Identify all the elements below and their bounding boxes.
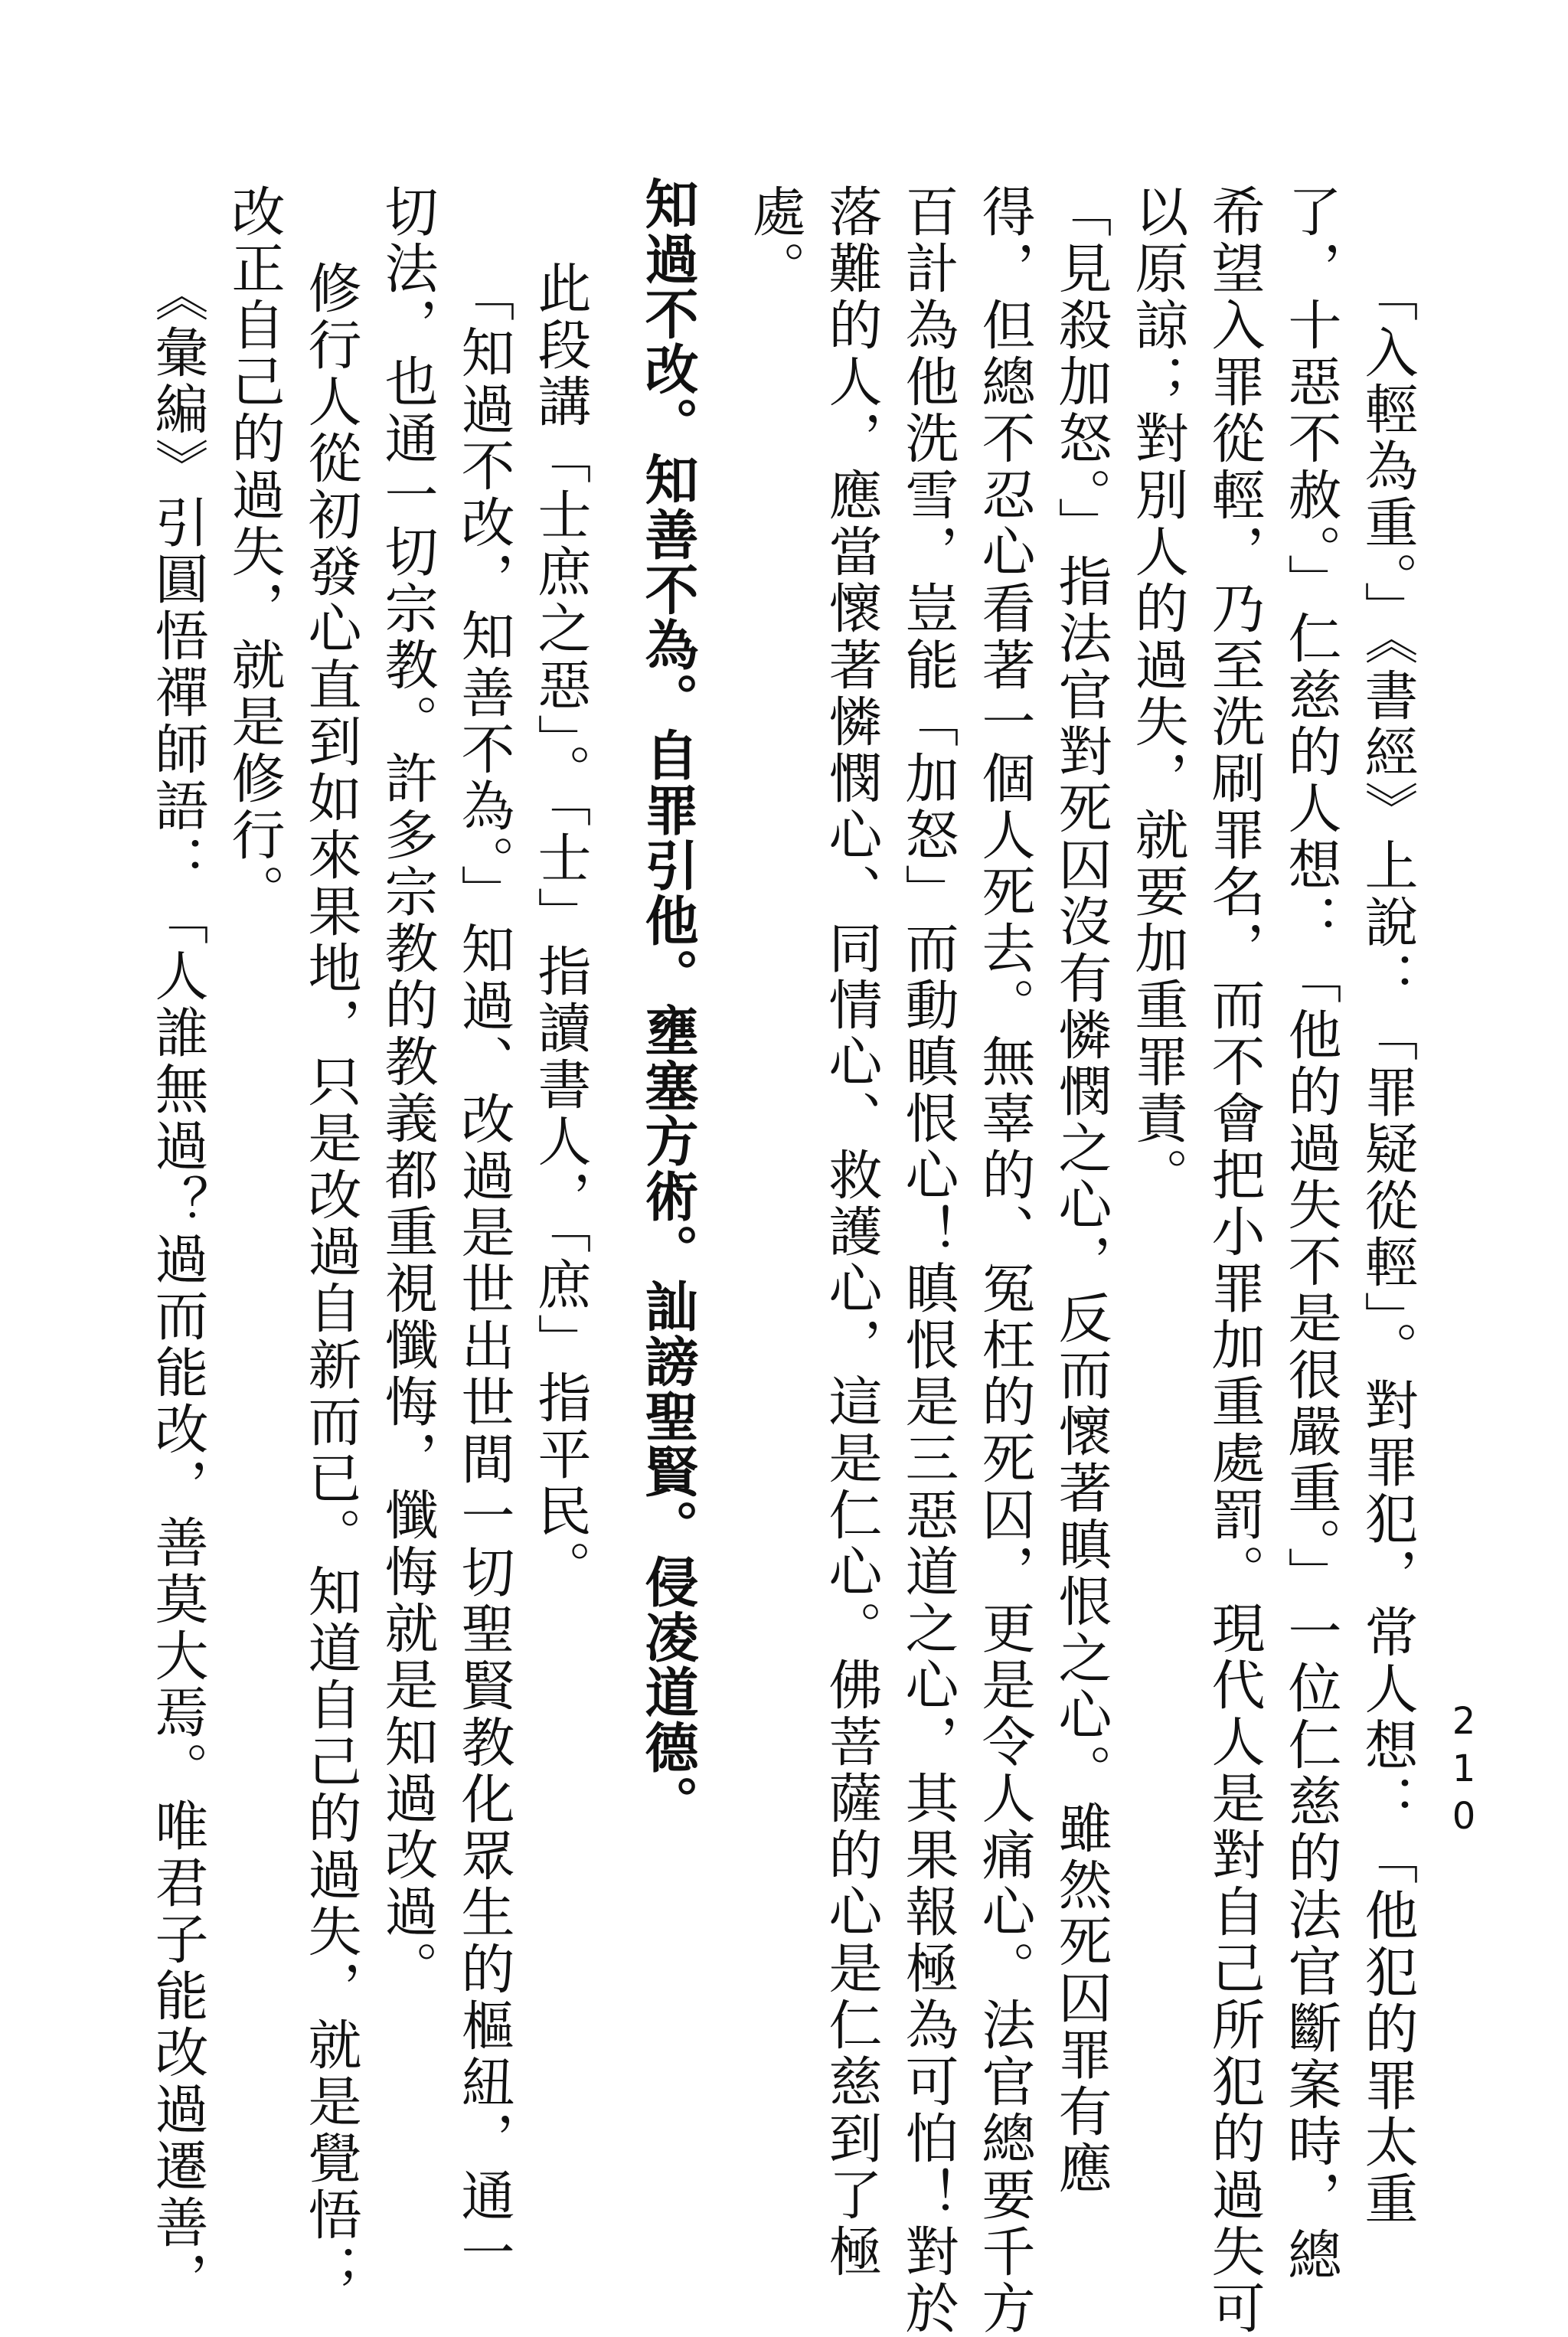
text-column-8: 落難的人，應當懷著憐憫心、同情心、救護心，這是仁心。佛菩薩的心是仁慈到了極	[820, 184, 883, 2280]
text-column-1: 「入輕為重。」《書經》上說：「罪疑從輕」。對罪犯，常人想：「他犯的罪太重	[1356, 268, 1419, 2228]
text-column-11: 「知過不改，知善不為。」知過、改過是世出世間一切聖賢教化眾生的樞紐，通一	[452, 268, 515, 2281]
text-column-7: 百計為他洗雪，豈能「加怒」而動瞋恨心！瞋恨是三惡道之心，其果報極為可怕！對於	[897, 184, 959, 2337]
text-column-14: 改正自己的過失，就是修行。	[223, 184, 286, 920]
text-column-4: 以原諒；對別人的過失，就要加重罪責。	[1126, 184, 1189, 1204]
text-column-3: 希望入罪從輕，乃至洗刷罪名，而不會把小罪加重處罰。現代人是對自己所犯的過失可	[1203, 184, 1266, 2337]
text-column-2: 了，十惡不赦。」仁慈的人想：「他的過失不是很嚴重。」一位仁慈的法官斷案時，總	[1279, 184, 1342, 2283]
text-column-12: 切法，也通一切宗教。許多宗教的教義都重視懺悔，懺悔就是知過改過。	[376, 184, 439, 1997]
text-column-15: 《彙編》引圓悟禪師語：「人誰無過？過而能改，善莫大焉。唯君子能改過遷善，	[146, 268, 209, 2308]
text-column-9: 處。	[743, 184, 806, 297]
page-number: 210	[1442, 1700, 1485, 1842]
text-column-5: 「見殺加怒。」指法官對死囚沒有憐憫之心，反而懷著瞋恨之心。雖然死囚罪有應	[1050, 184, 1112, 2197]
text-column-10: 此段講「士庶之惡」。「士」指讀書人，「庶」指平民。	[529, 260, 592, 1597]
text-column-6: 得，但總不忍心看著一個人死去。無辜的、冤枉的死囚，更是令人痛心。法官總要千方	[973, 184, 1036, 2337]
section-heading: 知過不改。知善不為。自罪引他。壅塞方術。訕謗聖賢。侵凌道德。	[636, 176, 699, 1830]
text-column-13: 修行人從初發心直到如來果地，只是改過自新而已。知道自己的過失，就是覺悟；	[299, 260, 362, 2300]
